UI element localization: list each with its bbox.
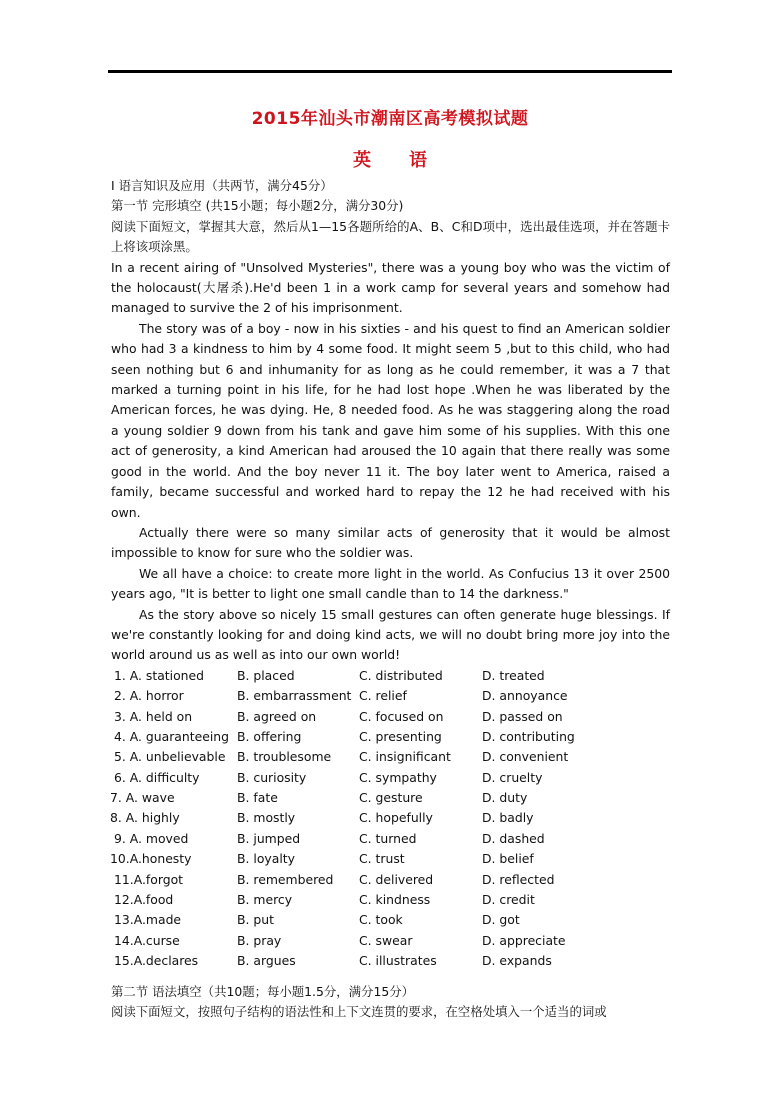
option-c: C. focused on xyxy=(359,708,444,724)
option-b: B. agreed on xyxy=(237,708,317,724)
option-row xyxy=(111,666,670,686)
option-b: B. jumped xyxy=(237,830,301,846)
passage-paragraph: Actually there were so many similar acts of generosity that it would be almost impossible to know for sure who the soldier was. xyxy=(111,524,670,561)
option-row xyxy=(111,951,670,971)
option-row xyxy=(111,931,670,951)
option-c: C. relief xyxy=(359,688,407,704)
option-a: 13.A.made xyxy=(114,912,182,928)
option-b: B. offering xyxy=(237,728,302,744)
option-b: B. troublesome xyxy=(237,749,332,765)
option-a: 7. A. wave xyxy=(110,790,175,806)
option-row xyxy=(111,788,670,808)
part1-instructions: 阅读下面短文，掌握其大意，然后从1—15各题所给的A、B、C和D项中，选出最佳选项，并在答题卡上将该项涂黑。 xyxy=(111,218,670,255)
option-row xyxy=(111,849,670,869)
option-b: B. argues xyxy=(237,953,296,969)
passage-paragraph: The story was of a boy - now in his sixties - and his quest to find an American soldier who had 3 a kindness to him by 4 some food. It might seem 5 ,but to this child, who had seen nothing but 6 and inhumanity for as long as he could remember, it was a 7 that marked a turning point in his life, for he had lost hope .When he was liberated by the American forces, he was dying. He, 8 needed food. As he was staggering along the road a young soldier 9 down from his tank and gave him some of his supplies. With this one act of generosity, a kind American had aroused the 10 again that there really was some good in the world. And the boy never 11 it. The boy later went to America, raised a family, became successful and worked hard to repay the 12 he had received with his own. xyxy=(111,320,670,520)
option-a: 10.A.honesty xyxy=(110,851,192,867)
option-c: C. distributed xyxy=(359,667,443,683)
option-c: C. illustrates xyxy=(359,953,437,969)
option-b: B. mostly xyxy=(237,810,296,826)
subject-char-2: 语 xyxy=(409,150,427,171)
option-a: 9. A. moved xyxy=(114,830,189,846)
option-d: D. expands xyxy=(482,953,552,969)
option-b: B. mercy xyxy=(237,892,293,908)
top-rule xyxy=(108,70,672,73)
option-a: 8. A. highly xyxy=(110,810,180,826)
passage-paragraph: As the story above so nicely 15 small gestures can often generate huge blessings. If we're constantly looking for and doing kind acts, we will no doubt bring more joy into the world around us as well as into our own world! xyxy=(111,606,670,663)
option-a: 15.A.declares xyxy=(114,953,199,969)
option-a: 3. A. held on xyxy=(114,708,193,724)
option-d: D. badly xyxy=(482,810,534,826)
exam-content xyxy=(111,176,670,1022)
section1-heading: I 语言知识及应用（共两节，满分45分） xyxy=(111,178,333,193)
option-c: C. delivered xyxy=(359,871,434,887)
option-row xyxy=(111,890,670,910)
option-row xyxy=(111,910,670,930)
option-b: B. placed xyxy=(237,667,295,683)
option-row xyxy=(111,808,670,828)
option-d: D. reflected xyxy=(482,871,555,887)
option-b: B. embarrassment xyxy=(237,688,352,704)
passage-paragraph: In a recent airing of "Unsolved Mysteries", there was a young boy who was the victim of the holocaust(大屠杀).He'd been 1 in a work camp for several years and somehow had managed to survive the 2 of his imprisonment. xyxy=(111,259,670,316)
option-c: C. kindness xyxy=(359,892,431,908)
option-d: D. cruelty xyxy=(482,769,543,785)
subject-char-1: 英 xyxy=(353,150,371,171)
option-d: D. duty xyxy=(482,790,528,806)
subject-title xyxy=(0,146,780,172)
option-a: 14.A.curse xyxy=(114,932,180,948)
option-d: D. contributing xyxy=(482,728,575,744)
answer-options xyxy=(111,666,670,972)
section-gap xyxy=(111,972,670,982)
option-row xyxy=(111,870,670,890)
option-row xyxy=(111,829,670,849)
option-b: B. fate xyxy=(237,790,278,806)
option-d: D. treated xyxy=(482,667,545,683)
part1-heading: 第一节 完形填空 (共15小题；每小题2分，满分30分) xyxy=(111,198,404,214)
passage-paragraph: We all have a choice: to create more light in the world. As Confucius 13 it over 2500 years ago, "It is better to light one small candle than to 14 the darkness." xyxy=(111,565,670,602)
option-c: C. insignificant xyxy=(359,749,451,765)
option-b: B. loyalty xyxy=(237,851,295,867)
option-d: D. belief xyxy=(482,851,534,867)
option-d: D. annoyance xyxy=(482,688,568,704)
option-b: B. remembered xyxy=(237,871,334,887)
exam-title: 2015年汕头市潮南区高考模拟试题 xyxy=(251,109,529,129)
option-d: D. dashed xyxy=(482,830,545,846)
option-c: C. took xyxy=(359,912,403,928)
option-row xyxy=(111,747,670,767)
part2-instructions: 阅读下面短文，按照句子结构的语法性和上下文连贯的要求，在空格处填入一个适当的词或 xyxy=(111,1004,607,1020)
option-a: 12.A.food xyxy=(114,892,174,908)
option-d: D. credit xyxy=(482,892,535,908)
option-d: D. passed on xyxy=(482,708,563,724)
option-a: 6. A. difficulty xyxy=(114,769,200,785)
option-a: 5. A. unbelievable xyxy=(114,749,226,765)
option-row xyxy=(111,707,670,727)
option-c: C. trust xyxy=(359,851,405,867)
option-b: B. curiosity xyxy=(237,769,307,785)
option-d: D. got xyxy=(482,912,520,928)
option-row xyxy=(111,768,670,788)
option-b: B. put xyxy=(237,912,274,928)
part2-heading: 第二节 语法填空（共10题；每小题1.5分，满分15分） xyxy=(111,983,414,999)
option-a: 1. A. stationed xyxy=(114,667,205,683)
option-d: D. convenient xyxy=(482,749,569,765)
option-c: C. gesture xyxy=(359,790,423,806)
option-c: C. swear xyxy=(359,932,413,948)
option-c: C. presenting xyxy=(359,728,442,744)
option-a: 4. A. guaranteeing xyxy=(114,728,230,744)
option-d: D. appreciate xyxy=(482,932,566,948)
option-a: 2. A. horror xyxy=(114,688,184,704)
option-c: C. hopefully xyxy=(359,810,433,826)
option-row xyxy=(111,686,670,706)
option-c: C. turned xyxy=(359,830,417,846)
option-b: B. pray xyxy=(237,932,282,948)
option-a: 11.A.forgot xyxy=(114,871,184,887)
option-row xyxy=(111,727,670,747)
option-c: C. sympathy xyxy=(359,769,437,785)
